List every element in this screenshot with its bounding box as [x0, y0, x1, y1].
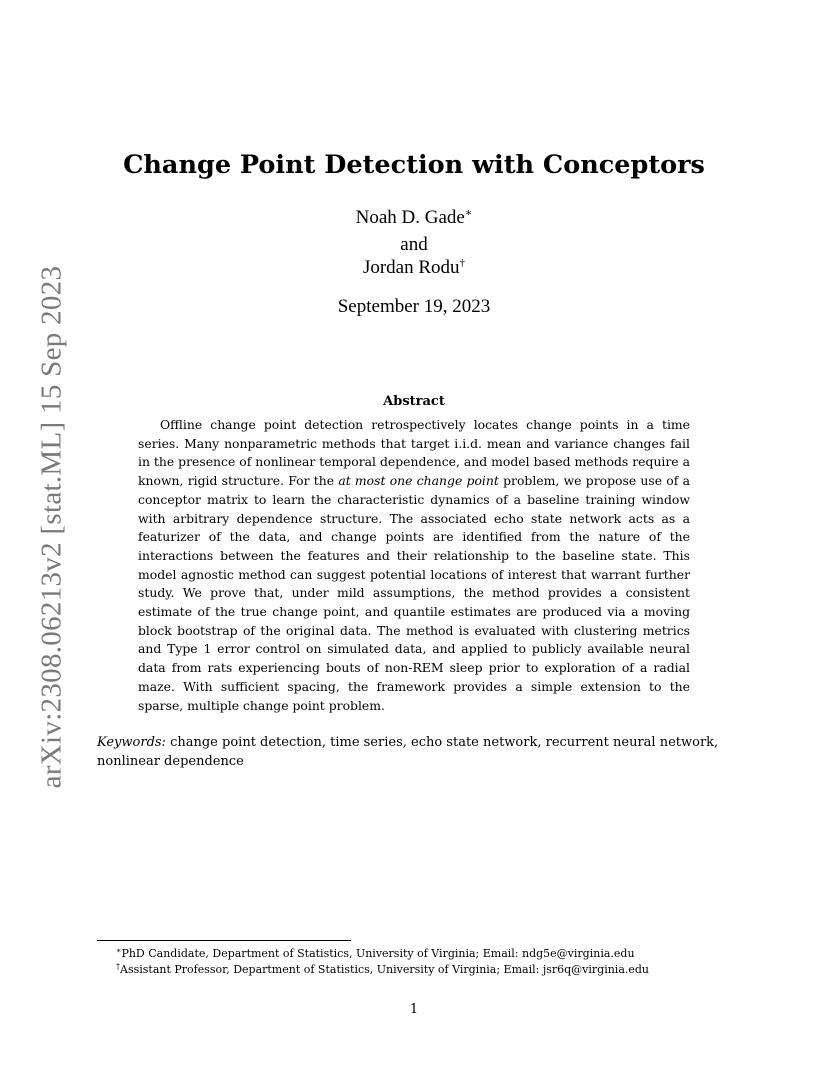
paper-title: Change Point Detection with Conceptors — [123, 150, 705, 180]
author-separator: and — [400, 234, 428, 255]
author-name-text: Noah D. Gade — [355, 207, 465, 228]
abstract-emphasis: at most one change point — [338, 473, 499, 489]
author-name-text: Jordan Rodu — [362, 257, 460, 278]
arxiv-identifier: arXiv:2308.06213v2 [stat.ML] 15 Sep 2023 — [35, 265, 68, 789]
page-number: 1 — [409, 1002, 419, 1017]
keywords-text: change point detection, time series, echo state network, recurrent neural network, nonlinear dependence — [97, 735, 719, 769]
author-name — [0, 207, 828, 229]
footnote — [116, 963, 649, 977]
abstract-text: problem, we propose use of a conceptor matrix to learn the characteristic dynamics of a baseline training window with arbitrary dependence structure. The associated echo state network acts as a featurizer of the data, and change points are identified from the nature of the interactions between the features and their relationship to the baseline state. This model agnostic method can suggest potential locations of interest that warrant further study. We prove that, under mild assumptions, the method provides a consistent estimate of the true change point, and quantile estimates are produced via a moving block bootstrap of the original data. The method is evaluated with clustering metrics and Type 1 error control on simulated data, and applied to publicly available neural data from rats experiencing bouts of non-REM sleep prior to exploration of a radial maze. With sufficient spacing, the framework provides a simple extension to the sparse, multiple change point problem. — [138, 473, 690, 713]
footnote — [116, 947, 635, 961]
author-footnote-mark: † — [459, 257, 466, 269]
abstract-text: Offline change point detection retrospectively locates change points in a time series. Many nonparametric methods that target i.i.d. mean and variance changes fail in the presence of nonlinear temporal dependence, and model based methods require a known, rigid structure. For the — [138, 417, 690, 489]
footnote-mark: ∗ — [116, 946, 122, 955]
keywords-label: Keywords: — [97, 735, 166, 750]
footnote-mark: † — [116, 962, 120, 971]
footnote-text: PhD Candidate, Department of Statistics, University of Virginia; Email: ndg5e@virginia.edu — [121, 947, 635, 960]
footnote-text: Assistant Professor, Department of Statistics, University of Virginia; Email: jsr6q@virginia.edu — [120, 963, 650, 976]
author-footnote-mark: ∗ — [464, 207, 473, 219]
abstract-body — [138, 416, 690, 715]
footnote-divider — [97, 940, 351, 941]
author-name — [0, 257, 828, 279]
paper-date: September 19, 2023 — [337, 296, 491, 317]
keywords — [97, 733, 737, 771]
abstract-heading: Abstract — [383, 394, 445, 409]
